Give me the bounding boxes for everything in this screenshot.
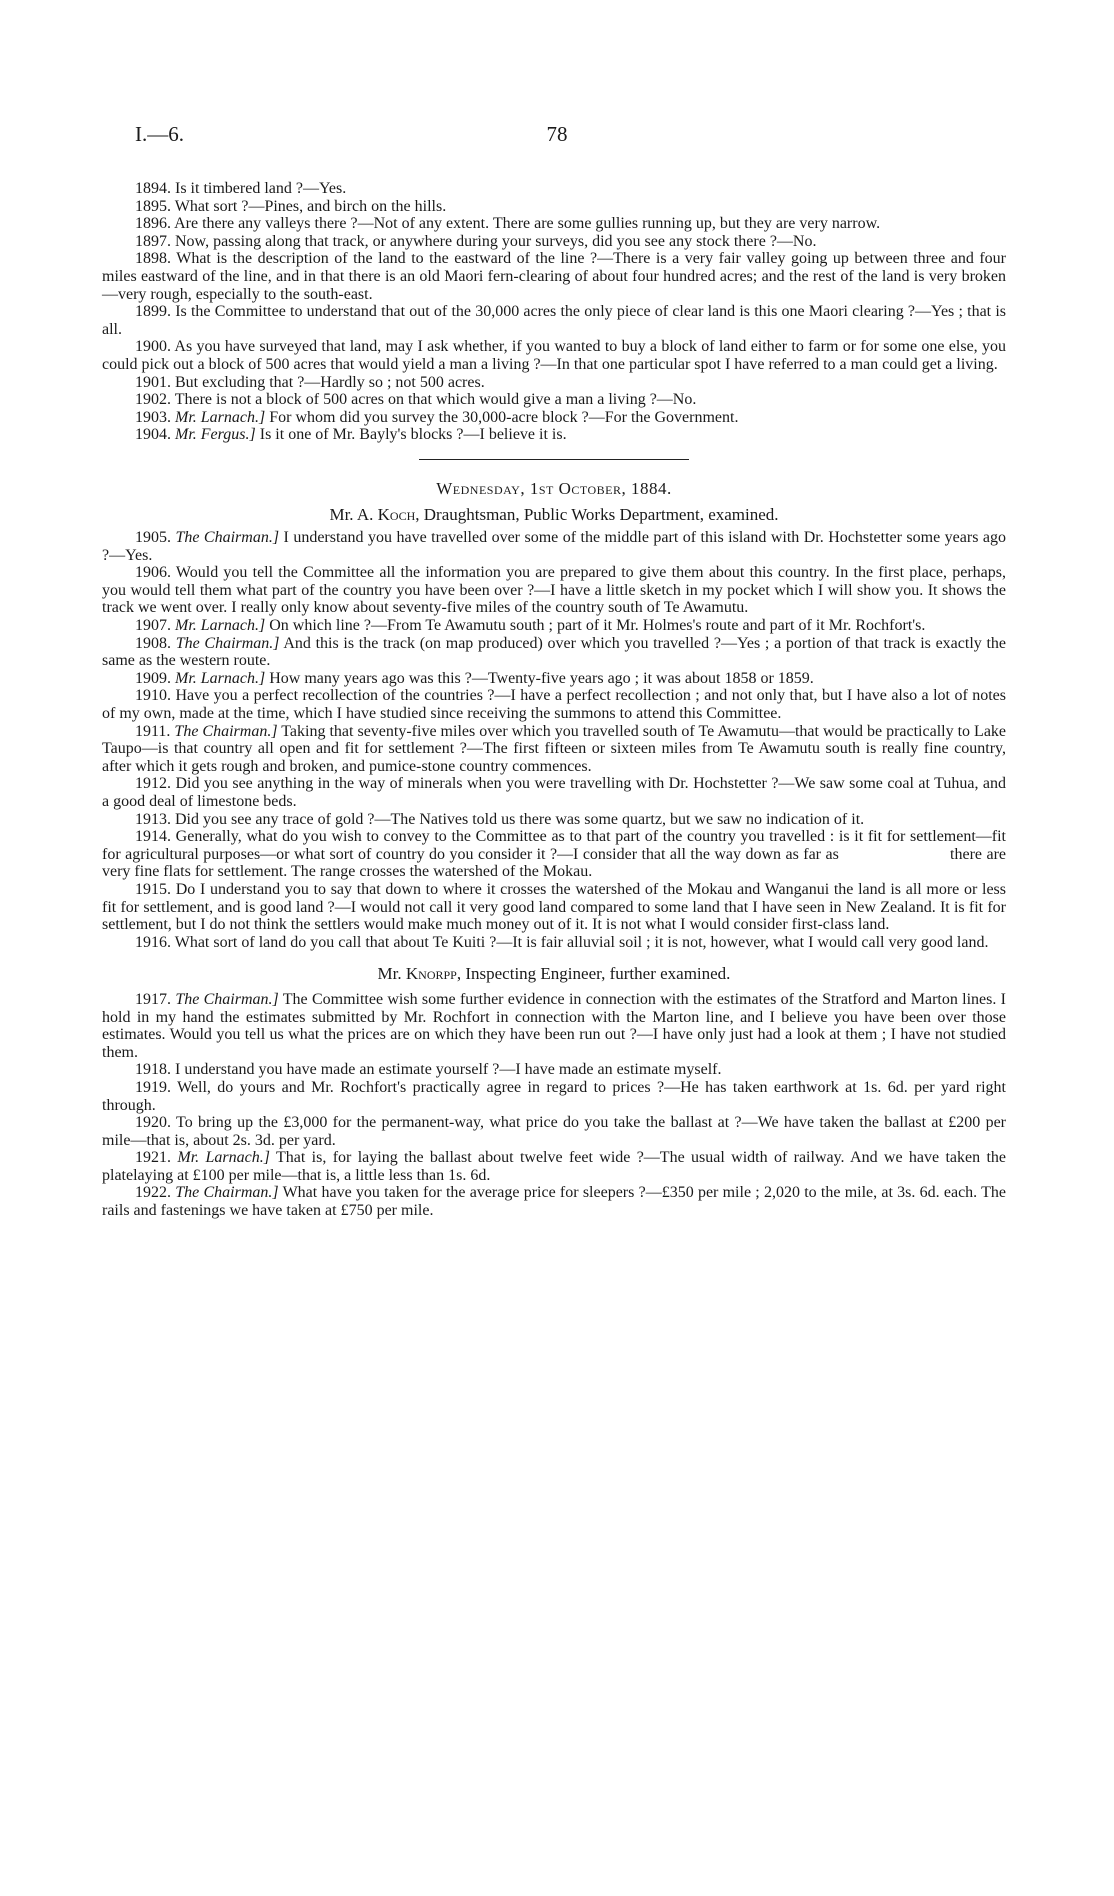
speaker-name: Mr. Larnach.]	[175, 669, 266, 687]
question-text: Is the Committee to understand that out of the 30,000 acres the only piece of clear land is this one Maori clearing ?—Yes ; that is all.	[102, 303, 1010, 338]
question-text: Did you see anything in the way of minerals when you were travelling with Dr. Hochstetter ?—We saw some coal at Tuhua, and a good deal of limestone beds.	[102, 775, 1010, 810]
document-body	[102, 180, 1011, 1220]
question-number: 1912.	[135, 775, 171, 793]
evidence-section-knorpp	[102, 990, 1011, 1220]
question-paragraph	[102, 409, 1006, 427]
question-paragraph	[102, 670, 1006, 688]
question-number: 1899.	[135, 303, 171, 321]
question-paragraph	[102, 1114, 1010, 1149]
question-paragraph	[102, 303, 1010, 338]
question-number: 1895.	[135, 197, 171, 215]
question-text: What have you taken for the average price for sleepers ?—£350 per mile ; 2,020 to the mile, at 3s. 6d. each. The rails and fastenings we have taken at £750 per mile.	[102, 1184, 1011, 1220]
question-text: And this is the track (on map produced) over which you travelled ?—Yes ; a portion of that track is exactly the same as the western route.	[102, 634, 1011, 670]
question-text: How many years ago was this ?—Twenty-five years ago ; it was about 1858 or 1859.	[265, 669, 814, 687]
question-number: 1913.	[135, 810, 171, 828]
question-paragraph	[102, 529, 1010, 564]
question-paragraph	[102, 198, 1006, 216]
question-paragraph	[102, 233, 1006, 251]
question-text: What sort ?—Pines, and birch on the hills.	[171, 197, 447, 215]
question-number: 1914.	[135, 828, 171, 846]
witness-prefix: Mr. A.	[329, 504, 378, 524]
date-heading: Wednesday, 1st October, 1884.	[436, 478, 672, 498]
question-number: 1906.	[135, 564, 171, 582]
question-number: 1915.	[135, 880, 171, 898]
question-paragraph	[102, 338, 1010, 373]
speaker-name: Mr. Fergus.]	[175, 426, 256, 444]
question-text: I understand you have made an estimate yourself ?—I have made an estimate myself.	[171, 1061, 722, 1079]
question-paragraph	[102, 990, 1011, 1061]
question-paragraph	[102, 775, 1010, 810]
question-text: Have you a perfect recollection of the countries ?—I have a perfect recollection ; and not only that, but I have also a lot of notes of my own, made at the time, which I have studied since receiving the summons to attend this Committee.	[102, 687, 1010, 723]
question-number: 1905.	[135, 529, 171, 547]
question-paragraph	[102, 634, 1011, 670]
witness-role: , Draughtsman, Public Works Department, examined.	[415, 504, 779, 524]
question-number: 1910.	[135, 687, 171, 705]
question-number: 1904.	[135, 426, 171, 444]
speaker-name: Mr. Larnach.]	[175, 617, 266, 635]
speaker-name: The Chairman.]	[175, 990, 279, 1008]
question-number: 1900.	[135, 338, 171, 356]
question-number: 1897.	[135, 232, 171, 250]
question-paragraph	[102, 617, 1006, 635]
question-text: On which line ?—From Te Awamutu south ; part of it Mr. Holmes's route and part of it Mr. Rochfort's.	[265, 617, 926, 635]
question-text: Is it one of Mr. Bayly's blocks ?—I believe it is.	[255, 426, 567, 444]
witness-role: , Inspecting Engineer, further examined.	[456, 964, 731, 984]
speaker-name: The Chairman.]	[175, 529, 280, 547]
question-text: Well, do yours and Mr. Rochfort's practically agree in regard to prices ?—He has taken earthwork at 1s. 6d. per yard right through.	[102, 1078, 1010, 1114]
speaker-name: The Chairman.]	[175, 634, 280, 652]
question-number: 1921.	[135, 1149, 171, 1167]
question-text: Are there any valleys there ?—Not of any extent. There are some gullies running up, but they are very narrow.	[171, 215, 881, 233]
question-text: Did you see any trace of gold ?—The Natives told us there was some quartz, but we saw no indication of it.	[171, 810, 865, 828]
question-number: 1922.	[135, 1184, 171, 1202]
question-number: 1896.	[135, 215, 171, 233]
question-paragraph	[102, 215, 1006, 233]
question-text: What is the description of the land to the eastward of the line ?—There is a very fair valley going up between three and four miles eastward of the line, and in that there is an old Maori fern-clearing of about four hundred acres; and the rest of the land is very broken—very rough, especially to the south-east.	[102, 250, 1010, 303]
question-text: Is it timbered land ?—Yes.	[171, 180, 347, 197]
question-paragraph	[102, 250, 1010, 303]
witness-prefix: Mr.	[377, 964, 406, 984]
question-number: 1898.	[135, 250, 171, 268]
question-number: 1919.	[135, 1078, 171, 1096]
question-paragraph	[102, 880, 1010, 934]
question-paragraph	[102, 934, 1006, 952]
question-number: 1918.	[135, 1061, 171, 1079]
question-number: 1903.	[135, 408, 171, 426]
question-text: I understand you have travelled over some of the middle part of this island with Dr. Hochstetter some years ago ?—Yes.	[102, 529, 1010, 564]
question-number: 1909.	[135, 669, 171, 687]
question-paragraph	[102, 1149, 1011, 1184]
evidence-section-prior	[102, 180, 1010, 444]
question-text: There is not a block of 500 acres on that which would give a man a living ?—No.	[171, 391, 697, 409]
question-paragraph	[102, 564, 1010, 617]
speaker-name: Mr. Larnach.]	[175, 408, 266, 426]
question-text: For whom did you survey the 30,000-acre block ?—For the Government.	[265, 408, 739, 426]
question-text: What sort of land do you call that about Te Kuiti ?—It is fair alluvial soil ; it is not, however, what I would call very good land.	[171, 933, 989, 951]
question-number: 1894.	[135, 180, 171, 197]
question-text: Taking that seventy-five miles over which you travelled south of Te Awamutu—that would be practically to Lake Taupo—is that country all open and fit for settlement ?—The first fifteen or sixteen miles from Te Awamutu south is really fine country, after which it gets rough and broken, and pumice-stone country commences.	[102, 722, 1010, 775]
speaker-name: The Chairman.]	[175, 1184, 279, 1202]
question-text: As you have surveyed that land, may I ask whether, if you wanted to buy a block of land either to farm or for some one else, you could pick out a block of 500 acres that would yield a man a living ?—In that one particular spot I have referred to a man could get a living.	[102, 338, 1010, 373]
question-text: Do I understand you to say that down to where it crosses the watershed of the Mokau and Wanganui the land is all more or less fit for settlement, and is good land ?—I would not call it very good land compared to some land that I have seen in New Zealand. It is fit for settlement, but I do not think the settlers would make much money out of it. It is not what I would consider first-class land.	[102, 880, 1010, 934]
question-paragraph	[102, 1061, 1006, 1079]
question-text: Now, passing along that track, or anywhere during your surveys, did you see any stock there ?—No.	[171, 232, 817, 250]
document-reference: I.—6.	[135, 122, 184, 146]
question-paragraph	[102, 828, 1010, 881]
question-paragraph	[102, 426, 1006, 444]
witness-name: Koch	[377, 504, 416, 524]
question-text: But excluding that ?—Hardly so ; not 500 acres.	[171, 373, 485, 391]
question-text: The Committee wish some further evidence in connection with the estimates of the Stratford and Marton lines. I hold in my hand the estimates submitted by Mr. Rochfort in connection with the Marton line, and I believe you have been over those estimates. Would you tell us what the prices are on which they have been run out ?—I have only just had a look at them ; I have not studied them.	[102, 990, 1011, 1061]
witness-name: Knorpp	[405, 964, 457, 984]
page-header	[0, 122, 1114, 152]
question-text: Would you tell the Committee all the information you are prepared to give them about this country. In the first place, perhaps, you would tell them what part of the country you have been over ?—I have a little sketch in my pocket which I will show you. It shows the track we went over. I really only know about seventy-five miles of the country south of Te Awamutu.	[102, 564, 1010, 617]
page-number: 78	[546, 122, 568, 146]
question-number: 1911.	[135, 722, 171, 740]
witness-heading-2	[102, 965, 1006, 983]
question-number: 1916.	[135, 933, 171, 951]
speaker-name: The Chairman.]	[174, 722, 278, 740]
question-text: Generally, what do you wish to convey to the Committee as to that part of the country you travelled : is it fit for settlement—fit for agricultural purposes—or what sort of country do you consider it ?—I consider that all the way down as far as there are very fine flats for settlement. The range crosses the watershed of the Mokau.	[102, 828, 1010, 881]
question-paragraph	[102, 180, 1006, 198]
question-text: That is, for laying the ballast about twelve feet wide ?—The usual width of railway. And we have taken the platelaying at £100 per mile—that is, a little less than 1s. 6d.	[102, 1149, 1011, 1184]
speaker-name: Mr. Larnach.]	[177, 1149, 270, 1167]
question-number: 1920.	[135, 1114, 171, 1132]
question-paragraph	[102, 1184, 1011, 1220]
question-paragraph	[102, 687, 1010, 723]
question-paragraph	[102, 391, 1006, 409]
question-number: 1902.	[135, 391, 171, 409]
question-number: 1908.	[135, 634, 171, 652]
question-number: 1917.	[135, 990, 171, 1008]
question-paragraph	[102, 722, 1010, 776]
question-number: 1901.	[135, 373, 171, 391]
question-paragraph	[102, 1078, 1010, 1114]
evidence-section-koch	[102, 529, 1011, 951]
question-paragraph	[102, 374, 1006, 392]
question-number: 1907.	[135, 617, 171, 635]
witness-heading	[102, 506, 1006, 524]
question-paragraph	[102, 811, 1006, 829]
section-divider	[419, 459, 689, 460]
question-text: To bring up the £3,000 for the permanent-way, what price do you take the ballast at ?—We have taken the ballast at £200 per mile—that is, about 2s. 3d. per yard.	[102, 1114, 1010, 1149]
